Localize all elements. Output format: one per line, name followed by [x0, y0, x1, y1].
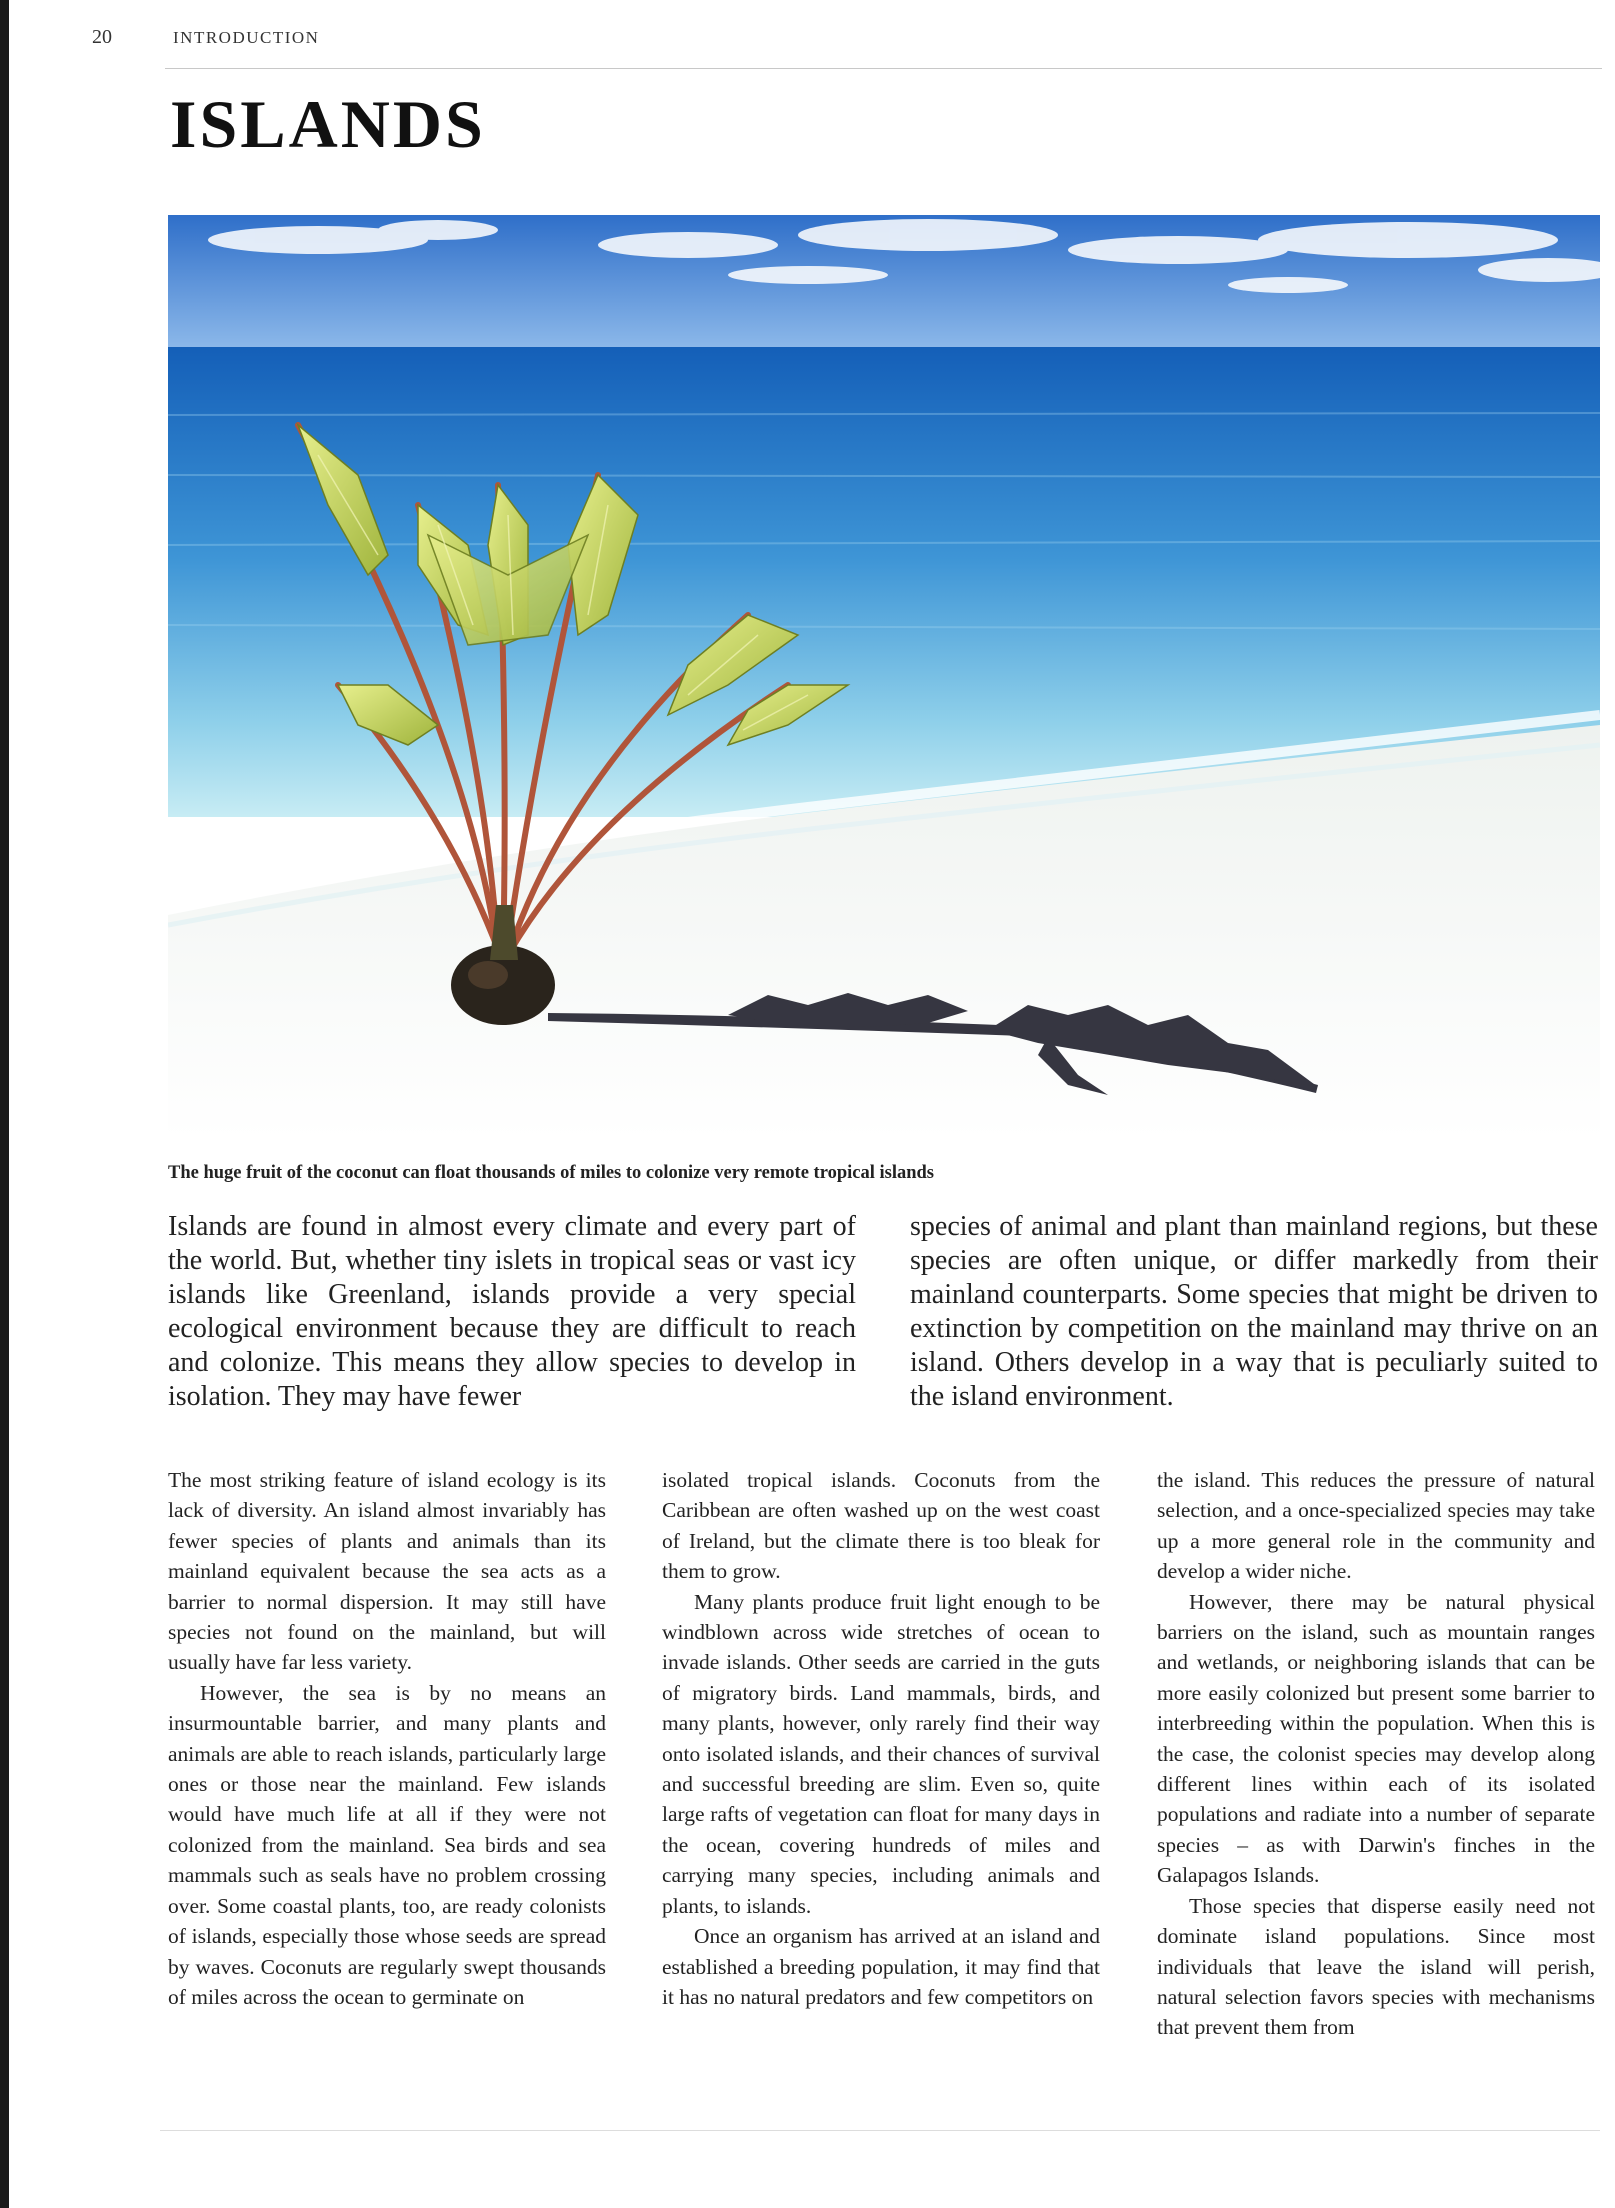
paragraph: the island. This reduces the pressure of natural selection, and a once-specialized species may take up a more general role in the community and develop a wider niche. — [1157, 1468, 1595, 1584]
intro-paragraph-right: species of animal and plant than mainland regions, but these species are often unique, or differ markedly from their mainland counterparts. Some species that might be driven to extinction by competition on the mainland may thrive on an island. Others develop in a way that is peculiarly suited to the island environment. — [910, 1211, 1598, 1412]
paragraph: However, there may be natural physical barriers on the island, such as mountain ranges and wetlands, or neighboring islands that can be more easily colonized but present some barrier to interbreeding within the population. When this is the case, the colonist species may develop along different lines within each of its isolated populations and radiate into a number of separate species – as with Darwin's finches in the Galapagos Islands. — [1157, 1589, 1595, 1888]
body-column-3 — [1157, 1465, 1595, 2043]
coconut-palm-photo — [168, 215, 1600, 1140]
photo-caption: The huge fruit of the coconut can float thousands of miles to colonize very remote tropical islands — [168, 1163, 934, 1183]
page-number: 20 — [92, 26, 112, 48]
paragraph: Those species that disperse easily need not dominate island populations. Since most individuals that leave the island will perish, natural selection favors species with mechanisms that prevent them from — [1157, 1893, 1595, 2040]
page-title: ISLANDS — [170, 86, 486, 162]
intro-paragraph-left: Islands are found in almost every climate and every part of the world. But, whether tiny islets in tropical seas or vast icy islands like Greenland, islands provide a very special ecological environment because they are difficult to reach and colonize. This means they allow species to develop in isolation. They may have fewer — [168, 1211, 856, 1412]
body-column-1 — [168, 1465, 606, 2012]
header-rule — [165, 68, 1602, 69]
paragraph: However, the sea is by no means an insurmountable barrier, and many plants and animals are able to reach islands, particularly large ones or those near the mainland. Few islands would have much life at all if they were not colonized from the mainland. Sea birds and sea mammals such as seals have no problem crossing over. Some coastal plants, too, are ready colonists of islands, especially those whose seeds are spread by waves. Coconuts are regularly swept thousands of miles across the ocean to germinate on — [168, 1680, 606, 2009]
paragraph: isolated tropical islands. Coconuts from the Caribbean are often washed up on the west coast of Ireland, but the climate there is too bleak for them to grow. — [662, 1468, 1100, 1584]
footer-rule — [160, 2130, 1600, 2131]
paragraph: The most striking feature of island ecology is its lack of diversity. An island almost invariably has fewer species of plants and animals than its mainland equivalent because the sea acts as a barrier to normal dispersion. It may still have species not found on the mainland, but will usually have far less variety. — [168, 1468, 606, 1675]
body-column-2 — [662, 1465, 1100, 2012]
page-binding-edge — [0, 0, 9, 2208]
paragraph: Many plants produce fruit light enough to be windblown across wide stretches of ocean to invade islands. Other seeds are carried in the guts of migratory birds. Land mammals, birds, and many plants, however, only rarely find their way onto isolated islands, and their chances of survival and successful breeding are slim. Even so, quite large rafts of vegetation can float for many days in the ocean, covering hundreds of miles and carrying many species, including animals and plants, to islands. — [662, 1589, 1100, 1918]
running-head: INTRODUCTION — [173, 28, 320, 47]
paragraph: Once an organism has arrived at an island and established a breeding population, it may find that it has no natural predators and few competitors on — [662, 1924, 1100, 2009]
